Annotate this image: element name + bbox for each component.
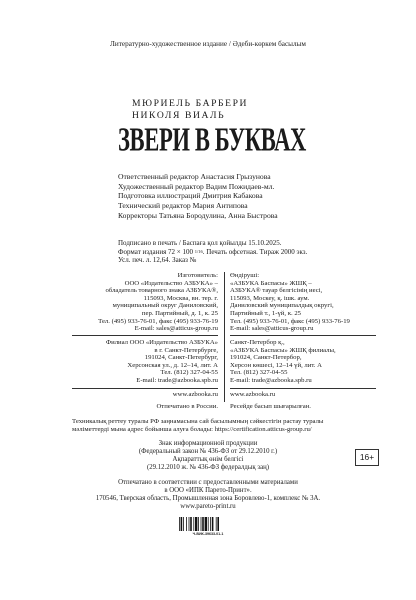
barcode xyxy=(179,517,235,531)
genre-line: Литературно-художественное издание / Әдеби-көркем басылым xyxy=(110,40,306,48)
imprint-format xyxy=(118,248,307,257)
divider-kz-2 xyxy=(230,388,376,389)
info-line: Знак информационной продукции xyxy=(158,440,258,447)
branch-ru-line: Херсонская ул., д. 12–14, лит. А xyxy=(127,361,218,369)
credit-illustrations: Подготовка иллюстраций Дмитрия Кабакова xyxy=(118,191,263,201)
column-divider xyxy=(224,272,225,402)
notice-line: мәліметтерді мына адрес бойынша алуға болады: https://certification.atticus-group.ru/ xyxy=(72,425,312,433)
printed-line: 170546, Тверская область, Промышленная зона Боровлево-1, комплекс № 3А. xyxy=(95,495,321,502)
publisher-ru-line: обладатель товарного знака АЗБУКА®, xyxy=(105,287,218,295)
branch-ru-line: 191024, Санкт-Петербург, xyxy=(144,354,218,362)
footer-kz xyxy=(230,391,400,410)
printed-line: Отпечатано в соответствии с предоставленными материалами xyxy=(118,479,298,486)
publisher-kz-line: «АЗБУКА Баспасы» ЖШҚ – xyxy=(230,279,312,287)
divider-ru xyxy=(72,335,218,336)
format-denominator: 16 xyxy=(198,248,203,254)
format-suffix: . Печать офсетная. Тираж 2000 экз. xyxy=(202,247,308,256)
branch-ru xyxy=(72,339,218,385)
format-numerator: 1 xyxy=(194,248,198,254)
publisher-ru-heading: Изготовитель: xyxy=(177,272,218,279)
branch-kz-line: «АЗБУКА Баспасы» ЖШҚ филиалы, xyxy=(230,346,336,354)
age-rating-badge: 16+ xyxy=(355,449,379,466)
printing-house xyxy=(0,479,416,511)
info-line: Ақпараттық өнім белгісі xyxy=(172,456,244,463)
branch-kz xyxy=(230,339,400,385)
divider-ru-2 xyxy=(72,388,218,389)
branch-ru-line: E-mail: trade@azbooka.spb.ru xyxy=(136,376,218,384)
branch-kz-line: Санкт-Петербор қ., xyxy=(230,339,285,346)
publisher-kz-line: 115093, Москеу, қ. ішк. аум. xyxy=(230,294,310,302)
branch-ru-line: в г. Санкт-Петербурге, xyxy=(154,346,218,354)
publisher-kz-line: Даниловский муниципалдық округі, xyxy=(230,302,334,310)
publisher-kz-line: E-mail: sales@atticus-group.ru xyxy=(230,325,314,333)
book-title: ЗВЕРИ В БУКВАХ xyxy=(118,120,306,159)
publisher-ru xyxy=(72,272,218,333)
publisher-kz-heading: Өндіруші: xyxy=(230,272,260,279)
publisher-ru-line: ООО «Издательство АЗБУКА» – xyxy=(124,279,218,287)
format-fraction: 1/16 xyxy=(194,248,203,254)
author-1: МЮРИЕЛЬ БАРБЕРИ xyxy=(132,98,249,109)
branch-ru-line: Филиал ООО «Издательство АЗБУКА» xyxy=(105,339,218,346)
printed-line: в ООО «ИПК Парето-Принт». xyxy=(164,487,252,494)
footer-ru xyxy=(72,391,218,410)
format-text: Формат издания 72 × 100 xyxy=(118,247,194,256)
divider-kz xyxy=(230,335,376,336)
branch-ru-line: Тел. (812) 327-04-55 xyxy=(160,369,218,377)
site-ru: www.azbooka.ru xyxy=(172,391,218,398)
barcode-number: Ч-ВИК-39633-01-1 xyxy=(192,532,224,536)
credit-art-editor: Художественный редактор Вадим Пожидаев-мл. xyxy=(118,181,275,191)
branch-kz-line: 191024, Санкт-Петербор, xyxy=(230,354,302,362)
credits xyxy=(118,172,278,221)
publisher-ru-line: E-mail: sales@atticus-group.ru xyxy=(134,325,218,333)
credit-editor: Ответственный редактор Анастасия Грызунова xyxy=(118,172,271,181)
publisher-kz-line: Партийный т., 1-үй, к. 25 xyxy=(230,309,302,317)
branch-kz-line: E-mail: trade@azbooka.spb.ru xyxy=(230,376,312,384)
credit-correctors: Корректоры Татьяна Бородулина, Анна Быстрова xyxy=(118,210,278,220)
printed-in-kz: Ресейде басып шығарылған. xyxy=(230,402,311,410)
publisher-kz xyxy=(230,272,400,333)
publisher-ru-line: 115093, Москва, вн. тер. г. xyxy=(143,294,218,302)
imprint-signed: Подписано в печать / Баспаға қол қойылды 15.10.2025. xyxy=(118,239,282,247)
credit-tech-editor: Технический редактор Мария Антипова xyxy=(118,201,248,211)
imprint xyxy=(118,239,307,265)
info-line: (29.12.2010 ж. № 436-ФЗ федералдық заң) xyxy=(146,464,270,471)
publisher-ru-line: муниципальный округ Даниловский, xyxy=(112,302,218,310)
publisher-ru-line: пер. Партийный, д. 1, к. 25 xyxy=(141,309,218,317)
info-line: (Федеральный закон № 436-ФЗ от 29.12.2010 г.) xyxy=(138,448,278,455)
branch-kz-line: Херсон көшесі, 12–14 үй, лит. А xyxy=(230,361,322,369)
printed-in-ru: Отпечатано в России. xyxy=(156,402,218,410)
certification-notice xyxy=(72,418,412,434)
info-product-mark xyxy=(0,440,416,472)
publisher-ru-line: Тел. (495) 933-76-01, факс (495) 933-76-19 xyxy=(98,317,218,325)
site-kz: www.azbooka.ru xyxy=(230,391,276,398)
publisher-kz-line: АЗБУКА® тауар белгісінің иесі, xyxy=(230,287,323,295)
imprint-sheets: Усл. печ. л. 12,64. Заказ № xyxy=(118,256,197,264)
authors xyxy=(132,98,248,121)
branch-kz-line: Тел. (812) 327-04-55 xyxy=(230,369,288,377)
publisher-kz-line: Тел. (495) 933-76-01, факс (495) 933-76-19 xyxy=(230,317,350,325)
printed-line: www.pareto-print.ru xyxy=(180,503,236,510)
author-2: НИКОЛЯ ВИАЛЬ xyxy=(132,109,226,121)
notice-line: Техникалық реттеу туралы РФ заңнамасына сай басылымның сәйкестігін растау туралы xyxy=(72,418,324,425)
